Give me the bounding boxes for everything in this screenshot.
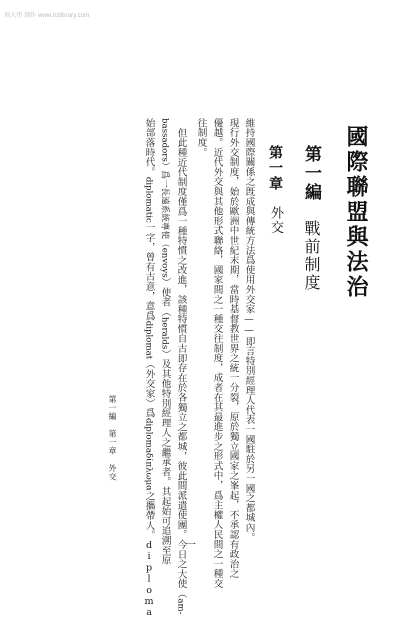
latin-term: δίπλωμα (143, 452, 154, 491)
footer-chapter: 第一章 (108, 429, 117, 456)
part-label: 第一編 (301, 145, 321, 202)
chapter-label: 第一章 (267, 145, 283, 192)
running-footer (108, 395, 116, 481)
footer-part: 第一編 (108, 395, 117, 421)
body-line-1: 維持國際關係之旣成與傳統方法爲使用外交家——即言特別經理人代表一國駐於另一國之都城內。 (243, 118, 255, 543)
body-line-3: 優越。近代外交與其他形式聯絡，國家間之一種交往制度，成者在其最進步之形式中，爲主權人民間之一種交 (211, 118, 223, 589)
body-text: （外交家）爲 (143, 359, 155, 418)
part-title: 戰前制度 (302, 220, 321, 292)
part-heading (302, 145, 319, 292)
body-text: ）使者（ (159, 277, 171, 317)
body-text: 始部落時代。 (143, 118, 155, 177)
body-line-7 (144, 118, 154, 618)
latin-term: heralds (159, 316, 170, 350)
latin-term: diplomat (143, 320, 154, 360)
body-text: 一字，曾有古意，意爲 (143, 222, 155, 321)
page-number: 一 (186, 540, 196, 551)
body-line-2: 現行外交制度，始於歐洲中世紀末期，當時基督教世界之統一分裂，原於獨立國家之峯起，不承認有政治之 (227, 118, 239, 579)
latin-term: diplomatic (143, 176, 154, 223)
body-line-4: 往制度。 (195, 118, 207, 158)
footer-section: 外交 (108, 463, 117, 482)
latin-term: diploma (143, 418, 154, 453)
body-text: ）及其他特別經理人之繼承者。其起始可追溯至原 (159, 349, 171, 565)
book-title: 國際聯盟與法治 (343, 125, 369, 300)
body-line-5 (176, 128, 186, 615)
latin-term: am- (175, 598, 186, 615)
body-text: 但此種近代制度僅爲一種特慣之改進，該種特慣自古即存在於各獨立之都城，彼此間派遣使團。今日之大使（ (175, 128, 187, 599)
chapter-title: 外交 (268, 206, 283, 235)
watermark: 刘大伟 制作 www.hzlibrary.com (4, 13, 90, 19)
chapter-heading (268, 145, 282, 235)
latin-term: envoys (159, 247, 170, 278)
body-line-6 (160, 118, 170, 565)
latin-term: bassadors）爲一長遠系統專使（ (159, 118, 170, 248)
body-text: 之攜帶人。diploma (143, 491, 155, 618)
